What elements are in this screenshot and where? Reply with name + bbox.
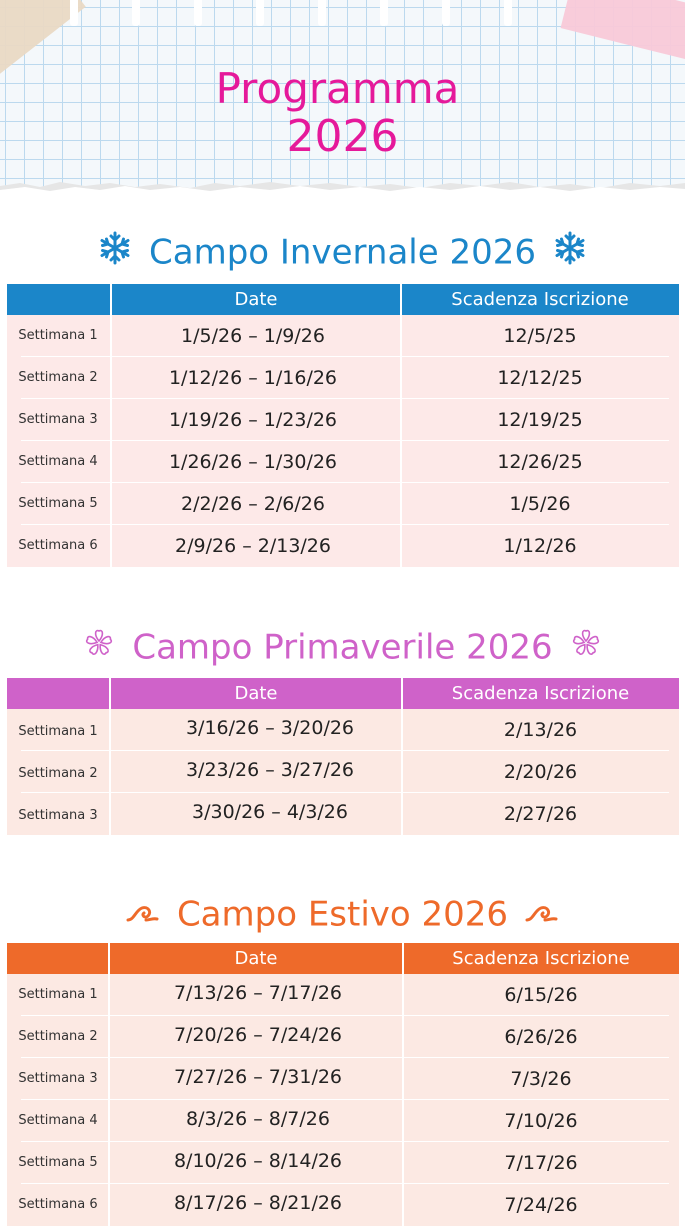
week-label: Settimana 1 (18, 987, 98, 1002)
registration-deadline: 2/27/26 (503, 803, 578, 825)
column-divider (110, 483, 112, 525)
registration-deadline: 12/19/25 (497, 409, 583, 431)
header-dates: Date (234, 289, 278, 310)
week-label: Settimana 6 (18, 538, 98, 553)
table-header (7, 943, 679, 974)
column-divider (108, 1100, 110, 1142)
week-label: Settimana 2 (18, 370, 98, 385)
header-divider (108, 943, 110, 974)
column-divider (402, 1100, 404, 1142)
table-row (7, 709, 679, 751)
header-week-cell (7, 284, 111, 315)
week-label: Settimana 3 (18, 808, 98, 823)
wave-icon (126, 895, 160, 935)
week-label: Settimana 1 (18, 724, 98, 739)
table-row (7, 315, 679, 357)
column-divider (109, 751, 111, 793)
column-divider (402, 1058, 404, 1100)
snowflake-icon (98, 231, 132, 274)
column-divider (401, 709, 403, 751)
column-divider (400, 399, 402, 441)
week-label: Settimana 2 (18, 1029, 98, 1044)
column-divider (108, 1184, 110, 1226)
summer-schedule-table (7, 943, 679, 1226)
column-divider (110, 315, 112, 357)
table-row (7, 1142, 679, 1184)
table-row (7, 751, 679, 793)
table-row (7, 1058, 679, 1100)
week-dates: 3/30/26 – 4/3/26 (192, 801, 348, 823)
column-divider (108, 974, 110, 1016)
column-divider (400, 315, 402, 357)
week-dates: 7/27/26 – 7/31/26 (173, 1066, 343, 1088)
wave-icon (525, 895, 559, 935)
page-title-line1: Programma (215, 64, 460, 113)
registration-deadline: 12/12/25 (497, 367, 583, 389)
torn-edge (0, 178, 685, 200)
header-week-cell (7, 678, 110, 709)
table-row (7, 525, 679, 567)
week-dates: 8/17/26 – 8/21/26 (173, 1192, 343, 1214)
header-deadline: Scadenza Iscrizione (451, 683, 630, 704)
header-divider (402, 943, 404, 974)
header-banner (0, 0, 685, 200)
column-divider (401, 793, 403, 835)
week-dates: 2/2/26 – 2/6/26 (181, 493, 325, 515)
table-row (7, 1016, 679, 1058)
column-divider (400, 525, 402, 567)
week-label: Settimana 1 (18, 328, 98, 343)
notebook-holes (0, 0, 685, 26)
table-row (7, 441, 679, 483)
registration-deadline: 2/20/26 (503, 761, 578, 783)
week-dates: 1/26/26 – 1/30/26 (168, 451, 338, 473)
header-deadline: Scadenza Iscrizione (451, 289, 629, 310)
column-divider (108, 1142, 110, 1184)
week-label: Settimana 5 (18, 1155, 98, 1170)
column-divider (109, 793, 111, 835)
winter-title-text: Campo Invernale 2026 (149, 232, 536, 273)
summer-section-title (0, 893, 685, 935)
week-label: Settimana 3 (18, 1071, 98, 1086)
column-divider (402, 974, 404, 1016)
column-divider (109, 709, 111, 751)
table-row (7, 1184, 679, 1226)
column-divider (110, 357, 112, 399)
registration-deadline: 7/24/26 (504, 1194, 578, 1216)
week-label: Settimana 3 (18, 412, 98, 427)
header-deadline: Scadenza Iscrizione (452, 948, 630, 969)
table-header (7, 678, 679, 709)
page-title-line2: 2026 (286, 111, 399, 162)
table-header (7, 284, 679, 315)
spring-title-text: Campo Primaverile 2026 (132, 627, 553, 668)
table-row (7, 399, 679, 441)
header-divider (401, 678, 403, 709)
header-divider (110, 284, 112, 315)
column-divider (402, 1142, 404, 1184)
registration-deadline: 7/17/26 (504, 1152, 578, 1174)
table-row (7, 974, 679, 1016)
week-dates: 8/10/26 – 8/14/26 (173, 1150, 343, 1172)
table-row (7, 1100, 679, 1142)
week-dates: 7/20/26 – 7/24/26 (173, 1024, 343, 1046)
registration-deadline: 7/3/26 (510, 1068, 572, 1090)
spring-section-title (0, 626, 685, 669)
column-divider (402, 1016, 404, 1058)
column-divider (110, 441, 112, 483)
table-row (7, 357, 679, 399)
winter-section-title (0, 231, 685, 274)
column-divider (110, 525, 112, 567)
column-divider (108, 1058, 110, 1100)
table-row (7, 793, 679, 835)
week-dates: 2/9/26 – 2/13/26 (175, 535, 331, 557)
week-label: Settimana 4 (18, 1113, 98, 1128)
winter-schedule-table (7, 284, 679, 567)
week-dates: 1/12/26 – 1/16/26 (168, 367, 338, 389)
column-divider (108, 1016, 110, 1058)
registration-deadline: 6/15/26 (504, 984, 578, 1006)
header-divider (109, 678, 111, 709)
week-dates: 1/5/26 – 1/9/26 (181, 325, 325, 347)
header-week-cell (7, 943, 109, 974)
registration-deadline: 12/5/25 (503, 325, 577, 347)
registration-deadline: 2/13/26 (503, 719, 578, 741)
week-label: Settimana 5 (18, 496, 98, 511)
column-divider (110, 399, 112, 441)
snowflake-icon (553, 231, 587, 274)
spring-schedule-table (7, 678, 679, 835)
registration-deadline: 6/26/26 (504, 1026, 578, 1048)
summer-title-text: Campo Estivo 2026 (176, 894, 509, 935)
column-divider (400, 483, 402, 525)
header-divider (400, 284, 402, 315)
cherry-blossom-icon (569, 626, 603, 669)
registration-deadline: 1/12/26 (503, 535, 577, 557)
week-label: Settimana 2 (18, 766, 98, 781)
week-dates: 1/19/26 – 1/23/26 (168, 409, 338, 431)
registration-deadline: 12/26/25 (497, 451, 583, 473)
week-dates: 7/13/26 – 7/17/26 (173, 982, 343, 1004)
header-dates: Date (234, 683, 278, 704)
week-dates: 3/16/26 – 3/20/26 (185, 717, 355, 739)
column-divider (402, 1184, 404, 1226)
column-divider (401, 751, 403, 793)
cherry-blossom-icon (82, 626, 116, 669)
table-row (7, 483, 679, 525)
column-divider (400, 441, 402, 483)
week-dates: 8/3/26 – 8/7/26 (186, 1108, 330, 1130)
week-label: Settimana 6 (18, 1197, 98, 1212)
header-dates: Date (234, 948, 278, 969)
week-label: Settimana 4 (18, 454, 98, 469)
column-divider (400, 357, 402, 399)
week-dates: 3/23/26 – 3/27/26 (185, 759, 355, 781)
registration-deadline: 7/10/26 (504, 1110, 578, 1132)
registration-deadline: 1/5/26 (509, 493, 571, 515)
